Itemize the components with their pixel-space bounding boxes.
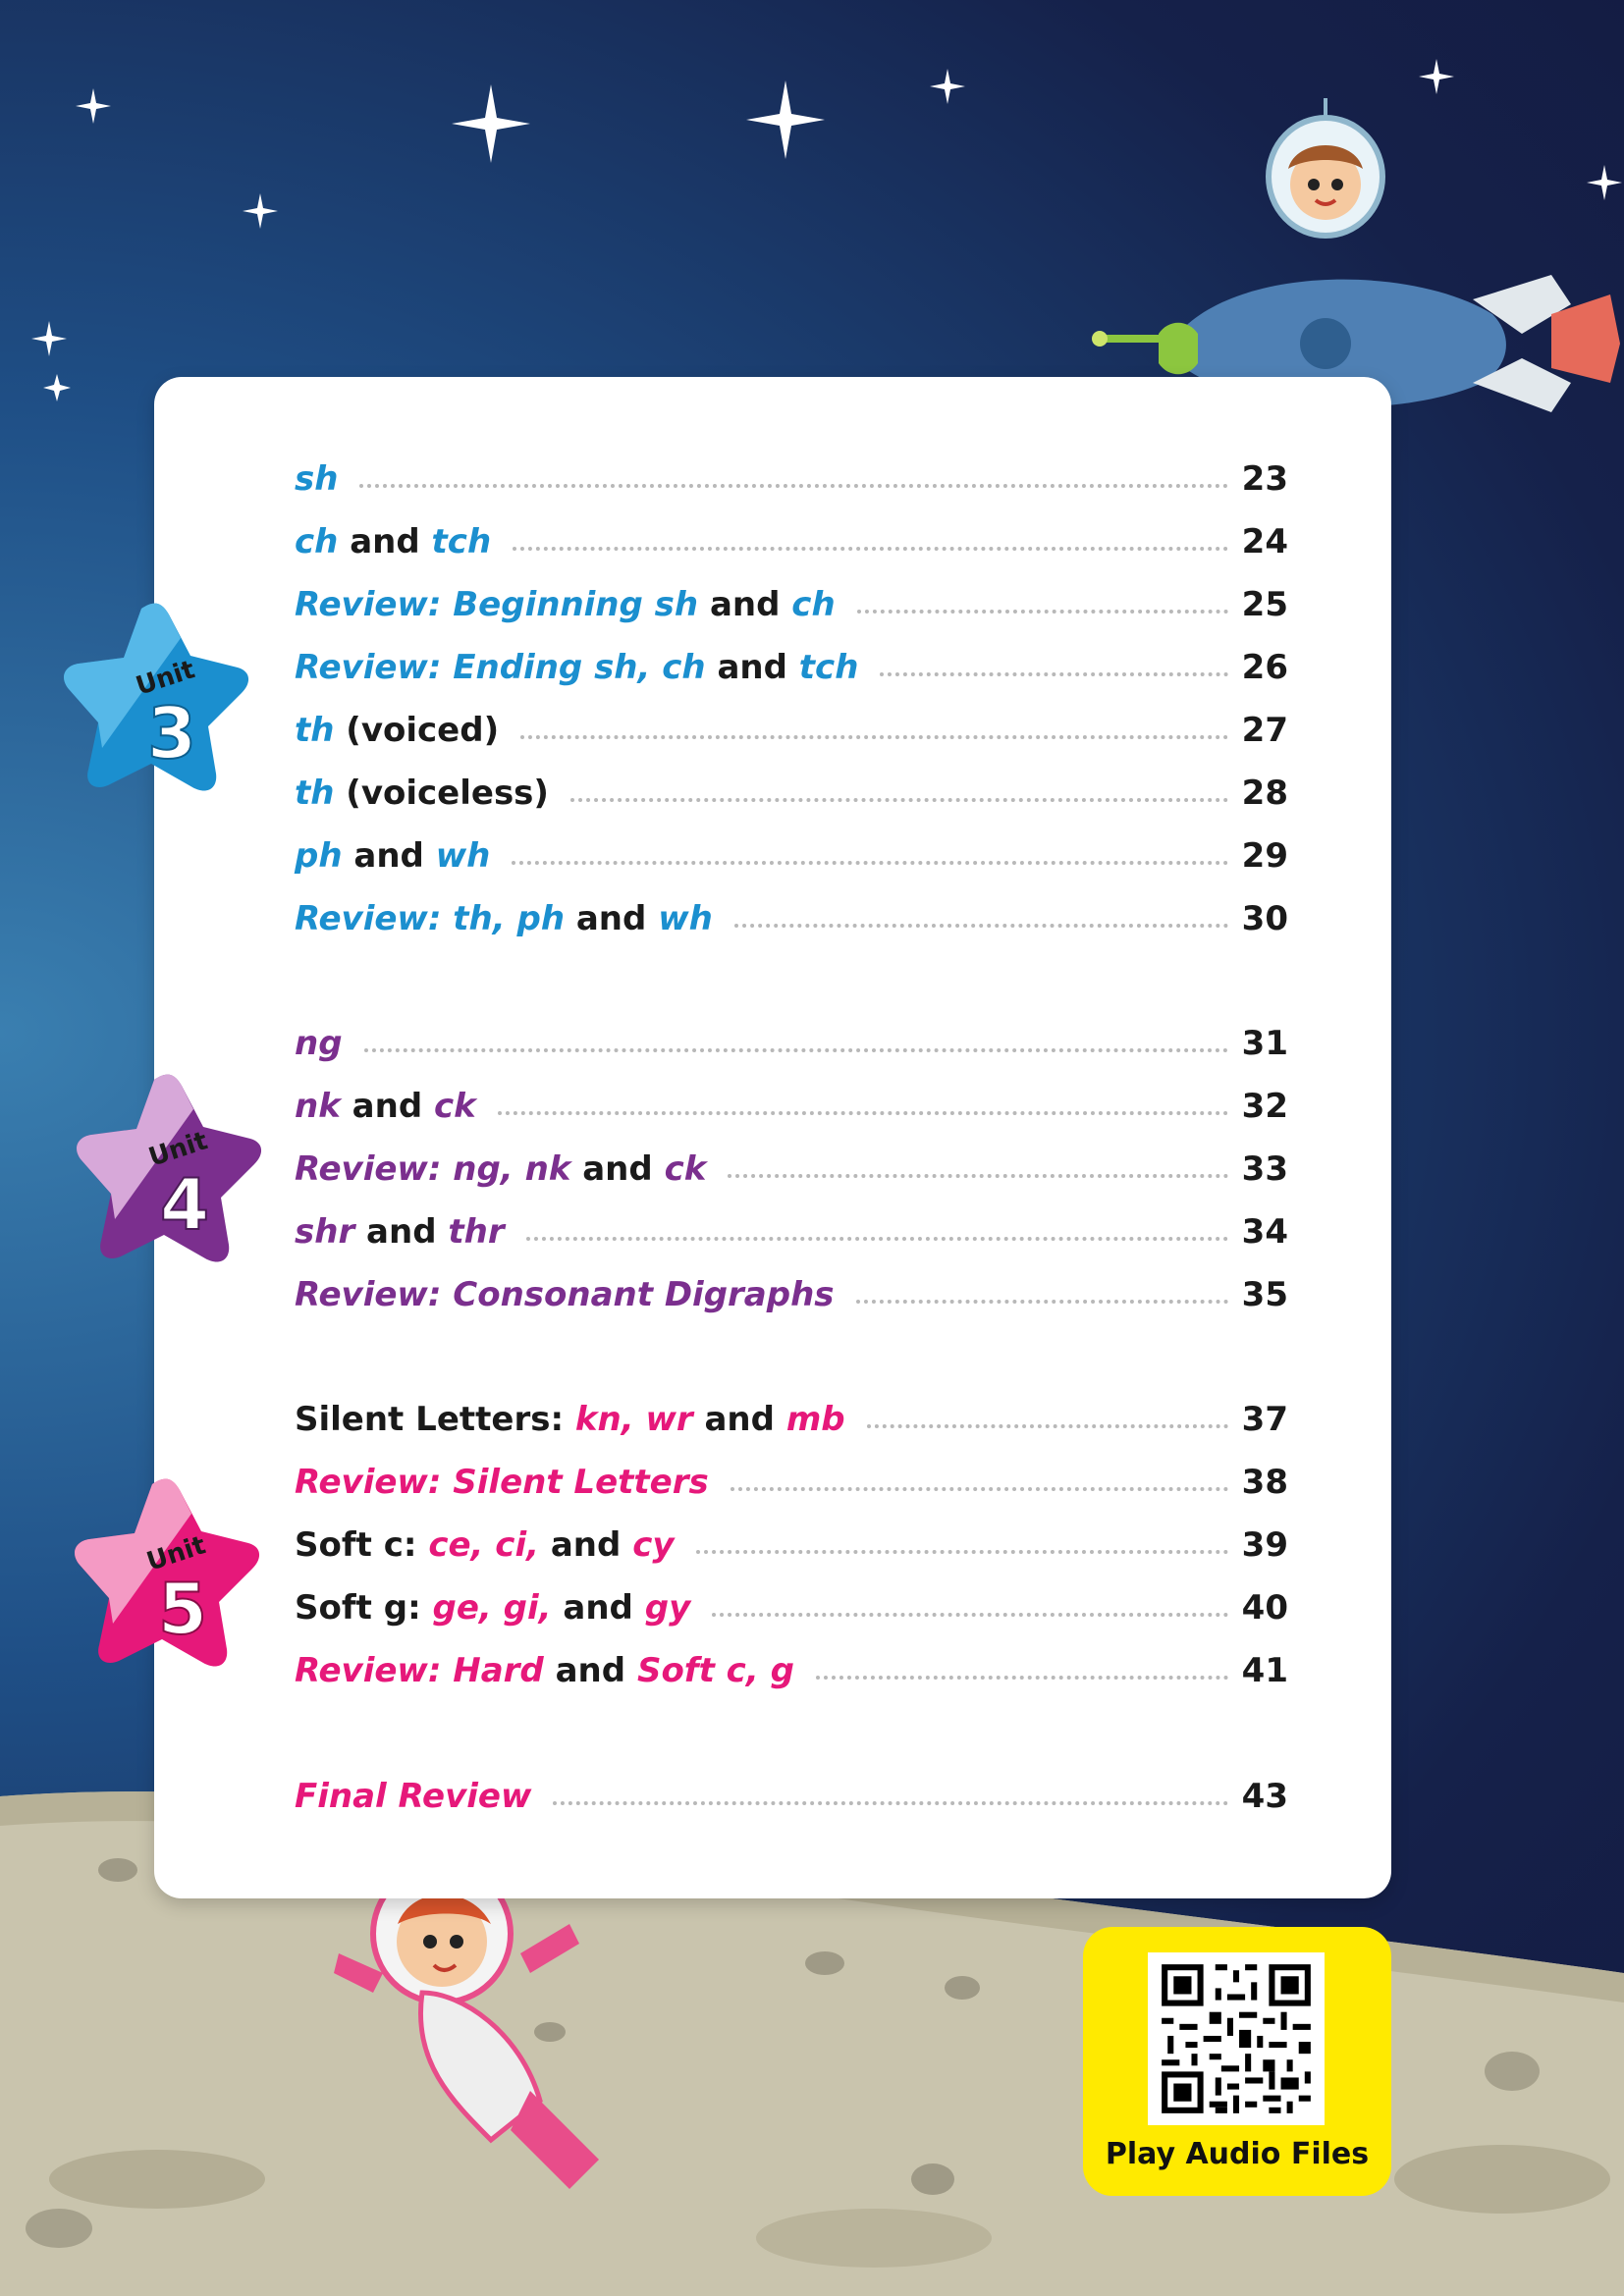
toc-entry-text: and [551, 1588, 645, 1628]
dot-leader [816, 1676, 1228, 1680]
toc-entry[interactable] [295, 1583, 1288, 1632]
toc-entry-title [295, 774, 570, 813]
toc-entry-title [295, 1651, 816, 1690]
toc-entry[interactable] [295, 1270, 1288, 1319]
toc-page-number: 35 [1241, 1275, 1288, 1314]
toc-entry-text: and [705, 648, 799, 687]
toc-entry-keyword: ce, ci, [428, 1525, 540, 1565]
toc-entry-title [295, 1149, 728, 1189]
toc-entry-keyword: ch [791, 585, 836, 624]
unit-3-badge [63, 601, 249, 797]
dot-leader [570, 798, 1228, 802]
dot-leader [553, 1801, 1227, 1805]
toc-entry-text: Soft c: [295, 1525, 429, 1565]
dot-leader [364, 1048, 1228, 1052]
toc-page-number: 23 [1241, 459, 1288, 499]
star-icon [31, 321, 67, 356]
toc-page-number: 29 [1241, 836, 1288, 876]
toc-page-number: 39 [1241, 1525, 1288, 1565]
dot-leader [526, 1237, 1228, 1241]
unit-label: Unit [144, 1126, 212, 1173]
play-audio-label: Play Audio Files [1105, 2137, 1370, 2171]
dot-leader [520, 735, 1228, 739]
dot-leader [728, 1174, 1227, 1178]
toc-entry-keyword: Final Review [295, 1777, 532, 1816]
toc-entry-title [295, 1777, 553, 1816]
toc-entry-keyword: sh [295, 459, 339, 499]
toc-entry-text: (voiceless) [334, 774, 549, 813]
toc-entry-keyword: th [295, 711, 335, 750]
unit-number: 4 [160, 1163, 210, 1246]
toc-page-number: 41 [1241, 1651, 1288, 1690]
toc-page-number: 24 [1241, 522, 1288, 561]
toc-entry-text: Soft g: [295, 1588, 433, 1628]
toc-entry-text: and [565, 899, 659, 938]
dot-leader [731, 1487, 1228, 1491]
unit-number: 3 [147, 692, 197, 774]
toc-entry-title [295, 711, 520, 750]
toc-entry-title [295, 836, 512, 876]
dot-leader [734, 924, 1228, 928]
toc-entry-keyword: ck [434, 1087, 476, 1126]
dot-leader [867, 1424, 1228, 1428]
toc-entry-keyword: cy [632, 1525, 675, 1565]
toc-entry[interactable] [295, 1521, 1288, 1570]
toc-entry-text: and [698, 585, 792, 624]
toc-entry-title [295, 522, 513, 561]
star-icon [243, 193, 278, 229]
dot-leader [359, 484, 1227, 488]
toc-page-number: 31 [1241, 1024, 1288, 1063]
toc-entry-text: and [543, 1651, 637, 1690]
toc-entry-title [295, 1212, 526, 1252]
dot-leader [512, 861, 1227, 865]
toc-page-number: 34 [1241, 1212, 1288, 1252]
dot-leader [712, 1613, 1227, 1617]
toc-entry-title [295, 899, 734, 938]
toc-page-number: 28 [1241, 774, 1288, 813]
toc-entry-title [295, 1275, 856, 1314]
toc-entry[interactable] [295, 1145, 1288, 1194]
star-icon [746, 80, 825, 159]
star-icon [1419, 59, 1454, 94]
toc-entry[interactable] [295, 831, 1288, 881]
toc-entry-keyword: thr [448, 1212, 505, 1252]
toc-entry[interactable] [295, 580, 1288, 629]
toc-entry-keyword: Review: Hard [295, 1651, 544, 1690]
toc-entry-title [295, 585, 857, 624]
star-icon [1587, 165, 1622, 200]
toc-page-number: 37 [1241, 1400, 1288, 1439]
qr-code[interactable] [1148, 1952, 1325, 2125]
toc-entry-text: Silent Letters: [295, 1400, 575, 1439]
dot-leader [498, 1111, 1228, 1115]
star-icon [43, 374, 71, 401]
star-icon [930, 69, 965, 104]
unit-5-badge [69, 1476, 265, 1673]
toc-entry[interactable] [295, 1082, 1288, 1131]
toc-entry[interactable] [295, 1395, 1288, 1444]
qr-code-icon [1148, 1952, 1325, 2125]
toc-entry-text: and [570, 1149, 665, 1189]
dot-leader [513, 547, 1228, 551]
toc-entry-keyword: Soft c, g [636, 1651, 794, 1690]
unit-4-badge [71, 1072, 267, 1268]
star-icon [452, 84, 530, 163]
unit-label: Unit [142, 1530, 210, 1577]
toc-entry-keyword: ng [295, 1024, 343, 1063]
toc-entry[interactable] [295, 1646, 1288, 1695]
toc-entry[interactable] [295, 706, 1288, 755]
toc-entry-keyword: Review: th, ph [295, 899, 566, 938]
toc-entry-title [295, 1024, 364, 1063]
toc-entry-keyword: gy [644, 1588, 691, 1628]
toc-page-number: 40 [1241, 1588, 1288, 1628]
toc-entry-keyword: ph [295, 836, 343, 876]
toc-entry-title [295, 648, 880, 687]
toc-entry-keyword: nk [295, 1087, 341, 1126]
toc-entry-text: and [342, 836, 436, 876]
toc-entry-title [295, 1087, 498, 1126]
toc-page-number: 25 [1241, 585, 1288, 624]
toc-page-number: 43 [1241, 1777, 1288, 1816]
toc-entry-keyword: th [295, 774, 335, 813]
toc-entry-title [295, 1588, 712, 1628]
toc-entry-text: and [340, 1087, 434, 1126]
toc-entry[interactable] [295, 1019, 1288, 1068]
toc-entry-title [295, 1463, 731, 1502]
toc-entry-keyword: ck [664, 1149, 707, 1189]
toc-entry-keyword: tch [431, 522, 492, 561]
toc-page-number: 38 [1241, 1463, 1288, 1502]
toc-entry-title [295, 1525, 696, 1565]
toc-entry-keyword: wh [658, 899, 713, 938]
dot-leader [857, 610, 1228, 614]
toc-entry-keyword: mb [785, 1400, 845, 1439]
toc-entry[interactable] [295, 517, 1288, 566]
toc-entry[interactable] [295, 894, 1288, 943]
toc-entry-keyword: Review: Silent Letters [295, 1463, 709, 1502]
toc-page-number: 33 [1241, 1149, 1288, 1189]
toc-entry-keyword: tch [798, 648, 859, 687]
toc-page-number: 32 [1241, 1087, 1288, 1126]
toc-entry[interactable] [295, 454, 1288, 504]
toc-entry-keyword: shr [295, 1212, 355, 1252]
toc-entry-title [295, 1400, 867, 1439]
toc-entry-text: (voiced) [334, 711, 500, 750]
toc-entry-text: and [338, 522, 432, 561]
audio-qr-panel[interactable] [1083, 1927, 1391, 2196]
toc-entry-keyword: ch [295, 522, 339, 561]
toc-entry-keyword: Review: ng, nk [295, 1149, 571, 1189]
toc-entry[interactable] [295, 643, 1288, 692]
toc-entry[interactable] [295, 769, 1288, 818]
toc-entry[interactable] [295, 1207, 1288, 1256]
toc-page-number: 27 [1241, 711, 1288, 750]
toc-entry[interactable] [295, 1772, 1288, 1821]
unit-number: 5 [158, 1568, 208, 1650]
toc-entry-keyword: Review: Consonant Digraphs [295, 1275, 835, 1314]
toc-entry-keyword: ge, gi, [432, 1588, 552, 1628]
toc-entry-text: and [692, 1400, 786, 1439]
toc-page-number: 26 [1241, 648, 1288, 687]
toc-entry[interactable] [295, 1458, 1288, 1507]
star-icon [76, 88, 111, 124]
toc-entry-keyword: Review: Ending sh, ch [295, 648, 706, 687]
dot-leader [880, 672, 1227, 676]
toc-page-number: 30 [1241, 899, 1288, 938]
rocket-illustration [1092, 98, 1620, 412]
dot-leader [696, 1550, 1228, 1554]
toc-entry-text: and [539, 1525, 633, 1565]
dot-leader [856, 1300, 1228, 1304]
toc-entry-title [295, 459, 359, 499]
toc-entry-keyword: wh [435, 836, 491, 876]
toc-entry-keyword: Review: Beginning sh [295, 585, 699, 624]
toc-entry-keyword: kn, wr [574, 1400, 693, 1439]
toc-entry-text: and [354, 1212, 449, 1252]
unit-label: Unit [132, 655, 199, 702]
